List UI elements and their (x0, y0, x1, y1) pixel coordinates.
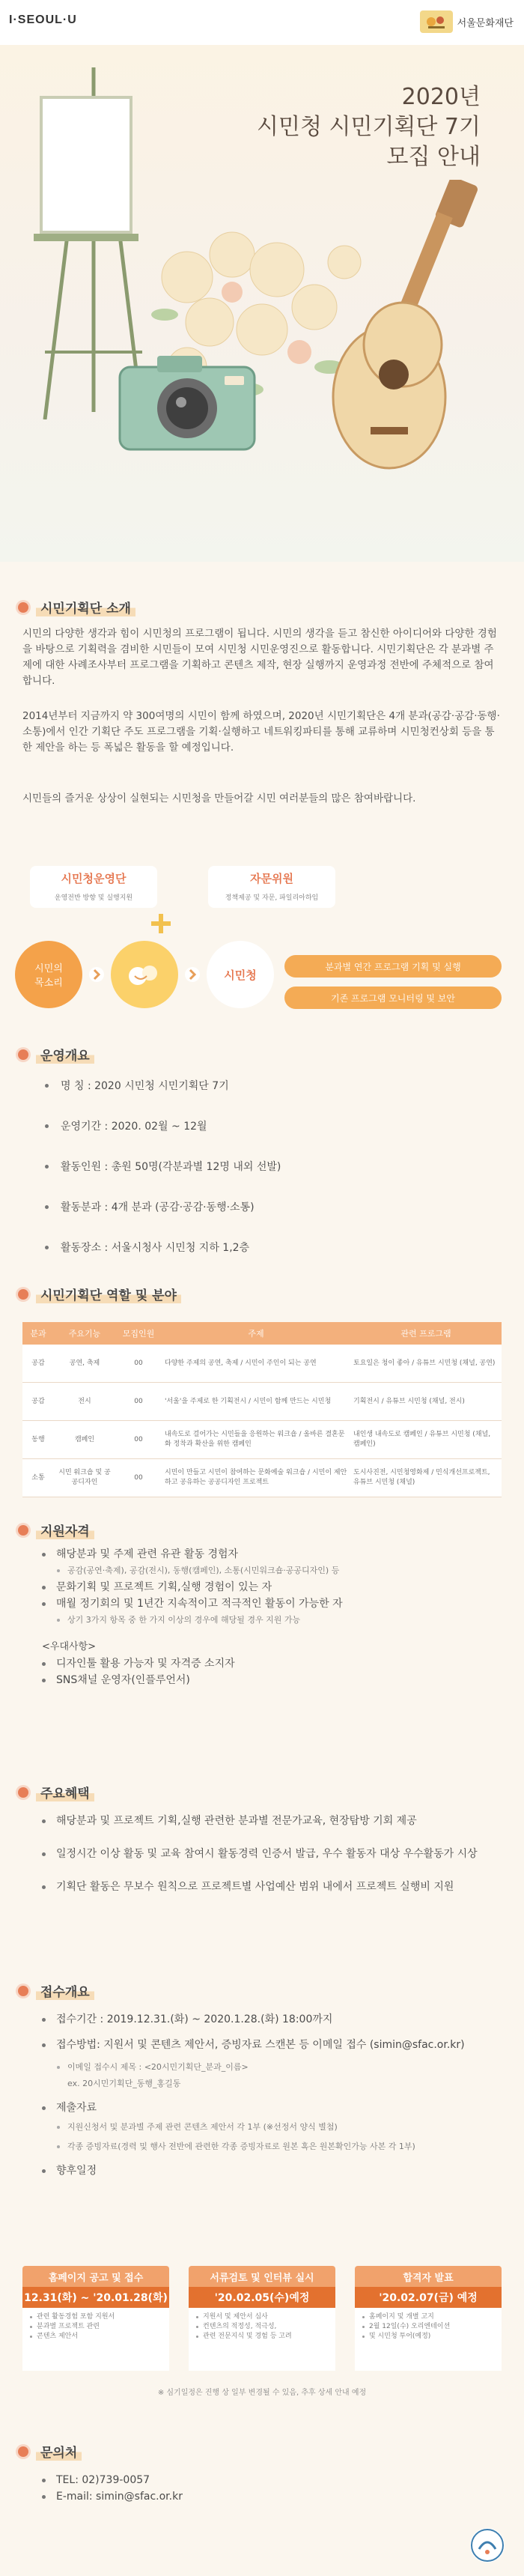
sfac-badge-icon (420, 10, 453, 33)
application-heading: 접수개요 (18, 1981, 94, 2000)
section-bullet-icon (18, 1986, 28, 1996)
eligibility-section (0, 1521, 524, 1768)
list-subitem: 지원신청서 및 분과별 주제 관련 콘텐츠 제안서 각 1부 (※선정서 양식 별첨) (42, 2119, 506, 2136)
advisor-sub: 정책제공 및 자문, 파일리아하임 (225, 894, 319, 902)
application-list (42, 2011, 506, 2179)
email-example: ex. 20시민기획단_동행_홍길동 (67, 2079, 181, 2088)
plus-icon (150, 912, 172, 935)
email-title-note: 이메일 접수시 제목 : <20시민기획단_분과_이름> (42, 2059, 506, 2076)
sfac-name: 서울문화재단 (457, 17, 514, 29)
docs-title: 제출자료 (42, 2100, 506, 2116)
schedule-footnote: ※ 심기일정은 진행 상 일부 변경될 수 있음, 추후 상세 안내 예정 (157, 2389, 367, 2397)
planning-group-circle (111, 941, 178, 1008)
schedule-title: 향후일정 (42, 2163, 506, 2179)
benefits-list (42, 1813, 506, 1895)
overview-place-row: 활동장소 : 서울시청사 시민청 지하 1,2층 (45, 1234, 494, 1261)
list-subitem: 각종 증빙자료(경력 및 행사 전반에 관련한 각종 증빙자료로 원본 혹은 원본확인가능 사본 각 1부) (42, 2139, 506, 2155)
list-subitem: 공감(공연·축제), 공감(전시), 동행(캠페인), 소통(시민워크숍·공공디자인) 등 (42, 1563, 506, 1579)
intro-heading: 시민기획단 소개 (18, 598, 135, 616)
roles-heading: 시민기획단 역할 및 분야 (18, 1285, 181, 1303)
list-item: 해당분과 및 주제 관련 유관 활동 경험자 (42, 1546, 506, 1563)
intro-paragraph-1: 시민의 다양한 생각과 힘이 시민청의 프로그램이 됩니다. 시민의 생각을 듣고 참신한 아이디어와 다양한 경험을 바탕으로 기획력을 겸비한 시민들이 모여 시민청 시민운영진으로 활동합니다. 시민기획단은 각 분과별 주제에 대한 사례조사부터 프로그램을 기획하고 콘텐츠 제작, 현장 실행까지 운영과정 전반에 주체적으로 참여합니다. (22, 628, 497, 687)
list-item: 매월 정기회의 및 1년간 지속적이고 적극적인 활동이 가능한 자 (42, 1595, 506, 1612)
benefits-heading: 주요혜택 (18, 1783, 94, 1801)
contact-section (0, 2442, 524, 2569)
arrow-right-icon (184, 966, 201, 983)
hero-title-sub: 모집 안내 (386, 144, 481, 170)
eligibility-list (42, 1546, 506, 1688)
schedule-card-announcement: 홈페이지 공고 및 접수 12.31(화) ~ '20.01.28(화) 관련 활동경험 포함 지원서 분과별 프로젝트 관련 콘텐츠 제안서 (22, 2266, 169, 2371)
citizen-voice-circle: 시민의 목소리 (15, 941, 82, 1008)
roles-table (22, 1322, 502, 1497)
camera-illustration (112, 345, 262, 457)
contact-list (42, 2472, 506, 2505)
table-row: 소통 시민 워크숍 및 공공디자인 00 시민이 만들고 시민이 참여하는 문화예술 워크숍 / 시민이 제안하고 공유하는 공공디자인 프로젝트 도시사진전, 시민청영화제 / 민식개선프로젝트, 유튜브 시민청 (채널) (22, 1459, 502, 1497)
seoul-citizens-hall-logo (470, 2528, 505, 2563)
planning-group-logo-icon (124, 960, 165, 990)
iseoulu-logo[interactable]: I·SEOUL·U (9, 13, 77, 26)
schedule-cards (22, 2266, 502, 2371)
application-method: 접수방법: 지원서 및 콘텐츠 제안서, 증빙자료 스캔본 등 이메일 접수 (simin@sfac.or.kr) (42, 2037, 506, 2053)
hero-title-year: 2020년 (401, 84, 481, 110)
operations-team-box (30, 866, 157, 908)
table-row: 동행 캠페인 00 내속도로 걸어가는 시민들을 응원하는 워크숍 / 올바른 결혼문화 정착과 확산을 위한 캠페인 내인생 내속도로 캠페인 / 유튜브 시민청 (채널, 캠페인) (22, 1421, 502, 1459)
intro-paragraph-3: 시민들의 즐거운 상상이 실현되는 시민청을 만들어갈 시민 여러분들의 많은 참여바랍니다. (22, 793, 416, 804)
hero-banner (0, 45, 524, 562)
section-bullet-icon (18, 1049, 28, 1060)
operations-team-title: 시민청운영단 (61, 872, 127, 885)
monitoring-pill: 기존 프로그램 모니터링 및 보안 (284, 987, 502, 1009)
schedule-card-review: 서류검토 및 인터뷰 실시 '20.02.05(수)예정 지원서 및 제안서 심사 컨텐츠의 적정성, 적극성, 관련 전문지식 및 경험 등 고려 (189, 2266, 335, 2371)
schedule-card-result: 합격자 발표 '20.02.07(금) 예정 홈페이지 및 개별 고지 2월 12일(수) 오리엔테이션 및 시민청 투어(예정) (355, 2266, 502, 2371)
application-period: 접수기간 : 2019.12.31.(화) ~ 2020.1.28.(화) 18:00까지 (42, 2011, 506, 2028)
list-subitem: 상기 3가지 항목 중 한 가지 이상의 경우에 해당될 경우 지원 가능 (42, 1612, 506, 1628)
citizens-hall-logo-icon (470, 2528, 505, 2563)
overview-period-row: 운영기간 : 2020. 02월 ~ 12월 (45, 1112, 494, 1139)
list-item: 해당분과 및 프로젝트 기획,실행 관련한 분과별 전문가교육, 현장탐방 기회 제공 (42, 1813, 506, 1829)
contact-tel[interactable]: TEL: 02)739-0057 (42, 2472, 506, 2488)
contact-email[interactable]: E-mail: simin@sfac.or.kr (42, 2488, 506, 2505)
operations-team-sub: 운영전반 방향 및 실행지원 (54, 894, 133, 902)
table-row: 공감 전시 00 '서울'을 주제로 한 기획전시 / 시민이 함께 만드는 시민청 기획전시 / 유튜브 시민청 (채널, 전시) (22, 1383, 502, 1421)
arrow-right-icon (88, 966, 105, 983)
section-bullet-icon (18, 1787, 28, 1798)
advisor-title: 자문위원 (250, 872, 293, 885)
table-row: 공감 공연, 축제 00 다양한 주제의 공연, 축제 / 시민이 주인이 되는 공연 토요일은 청이 좋아 / 유튜브 시민청 (채널, 공연) (22, 1345, 502, 1383)
overview-section (0, 1045, 524, 1254)
overview-heading: 운영개요 (18, 1045, 94, 1064)
top-bar (0, 0, 524, 45)
list-item: SNS채널 운영자(인플루언서) (42, 1672, 506, 1688)
overview-members-row: 활동인원 : 총원 50명(각분과별 12명 내외 선발) (45, 1153, 494, 1180)
roles-section (0, 1285, 524, 1487)
section-bullet-icon (18, 1289, 28, 1300)
section-bullet-icon (18, 1525, 28, 1536)
section-bullet-icon (18, 2446, 28, 2457)
list-item: 문화기획 및 프로젝트 기획,실행 경험이 있는 자 (42, 1579, 506, 1595)
section-bullet-icon (18, 602, 28, 613)
overview-divisions-row: 활동분과 : 4개 분과 (공감·공감·동행·소통) (45, 1193, 494, 1220)
seoul-citizens-hall-circle: 시민청 (207, 941, 274, 1008)
list-item: 기획단 활동은 무보수 원칙으로 프로젝트별 사업예산 범위 내에서 프로젝트 실행비 지원 (42, 1879, 506, 1895)
table-header-row: 분과 주요기능 모집인원 주제 관련 프로그램 (22, 1322, 502, 1345)
hero-title (257, 82, 481, 172)
list-item: 디자인툴 활용 가능자 및 자격증 소지자 (42, 1655, 506, 1672)
advisor-box (208, 866, 335, 908)
contact-heading: 문의처 (18, 2442, 82, 2461)
overview-list (45, 1072, 494, 1261)
hero-title-main: 시민청 시민기획단 7기 (257, 114, 481, 140)
guitar-illustration (329, 180, 502, 487)
sfac-logo[interactable] (420, 10, 514, 33)
list-item: 일정시간 이상 활동 및 교육 참여시 활동경력 인증서 발급, 우수 활동자 대상 우수활동가 시상 (42, 1846, 506, 1862)
preference-title: <우대사항> (42, 1641, 97, 1652)
program-planning-pill: 분과별 연간 프로그램 기획 및 실행 (284, 955, 502, 978)
application-section (0, 1981, 524, 2431)
overview-name-row: 명 칭 : 2020 시민청 시민기획단 7기 (45, 1072, 494, 1099)
eligibility-heading: 지원자격 (18, 1521, 94, 1539)
intro-paragraph-2: 2014년부터 지금까지 약 300여명의 시민이 함께 하였으며, 2020년 시민기획단은 4개 분과(공감·공감·동행·소통)에서 인간 기획단 주도 프로그램을 기획·실행하고 네트워킹파티를 통해 교류하며 시민청컨상회 등을 통한 제안을 하는 등 폭넓은 활동을 할 예정입니다. (22, 710, 500, 754)
benefits-section (0, 1783, 524, 1963)
